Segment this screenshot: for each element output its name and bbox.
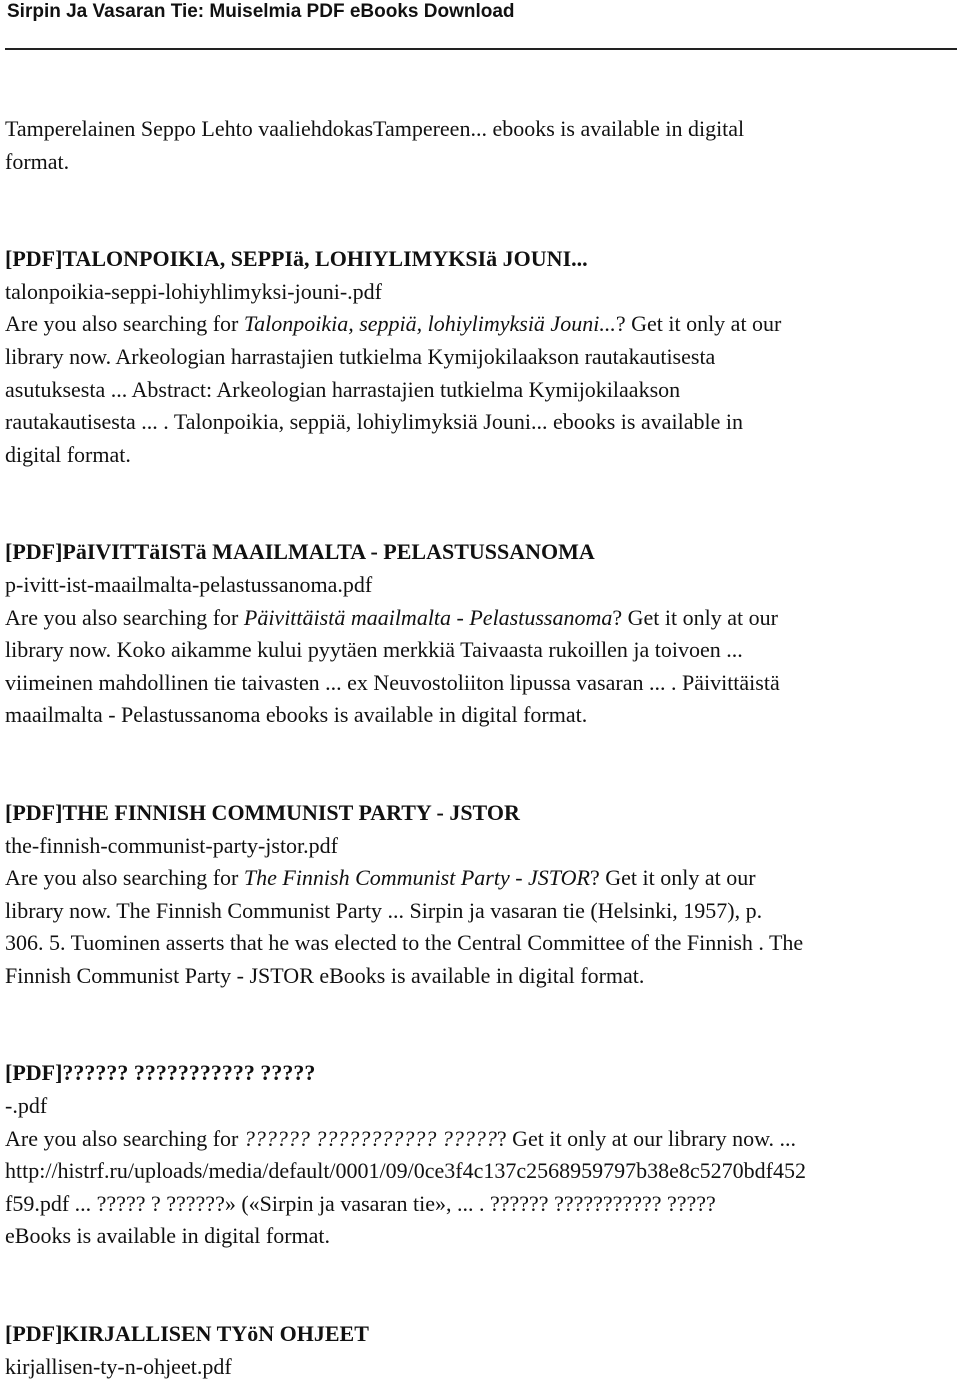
result-entry (5, 1057, 957, 1253)
result-line: library now. Arkeologian harrastajien tutkielma Kymijokilaakson rautakautisesta (5, 343, 716, 369)
search-query: ?????? ??????????? ????? (243, 1125, 497, 1151)
result-line: Finnish Communist Party - JSTOR eBooks is available in digital format. (5, 962, 645, 988)
search-line (5, 308, 957, 341)
page-header (5, 0, 957, 50)
result-entry (5, 797, 957, 993)
intro-paragraph (5, 113, 957, 178)
search-prefix: Are you also searching for (5, 311, 244, 337)
result-line: asutuksesta ... Abstract: Arkeologian harrastajien tutkielma Kymijokilaakson (5, 376, 681, 402)
result-entry (5, 536, 957, 732)
result-line: maailmalta - Pelastussanoma ebooks is available in digital format. (5, 702, 588, 728)
search-prefix: Are you also searching for (5, 865, 244, 891)
result-filename: -.pdf (5, 1093, 48, 1119)
result-line: library now. The Finnish Communist Party ... Sirpin ja vasaran tie (Helsinki, 1957), p. (5, 897, 763, 923)
intro-line: format. (5, 148, 70, 174)
result-title[interactable]: [PDF]KIRJALLISEN TYöN OHJEET (5, 1321, 369, 1347)
search-suffix: ? Get it only at our (615, 311, 782, 337)
result-line: rautakautisesta ... . Talonpoikia, seppiä, lohiylimyksiä Jouni... ebooks is available in (5, 409, 743, 435)
result-title[interactable]: [PDF]PäIVITTäISTä MAAILMALTA - PELASTUSSANOMA (5, 539, 595, 565)
result-line: digital format. (5, 441, 131, 467)
result-filename: talonpoikia-seppi-lohiyhlimyksi-jouni-.pdf (5, 278, 383, 304)
search-line (5, 862, 957, 895)
search-query: Talonpoikia, seppiä, lohiylimyksiä Jouni... (243, 311, 616, 337)
result-line: http://histrf.ru/uploads/media/default/0001/09/0ce3f4c137c2568959797b38e8c5270bdf452 (5, 1158, 807, 1184)
result-filename: kirjallisen-ty-n-ohjeet.pdf (5, 1353, 232, 1379)
result-title[interactable]: [PDF]?????? ??????????? ????? (5, 1060, 316, 1086)
search-line (5, 602, 957, 635)
document-body (5, 113, 957, 1383)
page-title: Sirpin Ja Vasaran Tie: Muiselmia PDF eBooks Download (7, 1, 515, 22)
search-suffix: ? Get it only at our library now. ... (496, 1125, 797, 1151)
search-query: Päivittäistä maailmalta - Pelastussanoma (243, 604, 613, 630)
search-suffix: ? Get it only at our (589, 865, 756, 891)
search-suffix: ? Get it only at our (612, 604, 778, 630)
result-title[interactable]: [PDF]THE FINNISH COMMUNIST PARTY - JSTOR (5, 799, 520, 825)
result-entry (5, 243, 957, 471)
search-prefix: Are you also searching for (5, 604, 244, 630)
search-prefix: Are you also searching for (5, 1125, 244, 1151)
result-line: viimeinen mahdollinen tie taivasten ... ex Neuvostoliiton lipussa vasaran ... . Päivittäistä (5, 669, 780, 695)
search-line (5, 1123, 957, 1156)
search-query: The Finnish Communist Party - JSTOR (243, 865, 590, 891)
result-line: 306. 5. Tuominen asserts that he was elected to the Central Committee of the Finnish . The (5, 930, 804, 956)
result-line: f59.pdf ... ????? ? ??????» («Sirpin ja vasaran tie», ... . ?????? ??????????? ????? (5, 1190, 716, 1216)
result-line: library now. Koko aikamme kului pyytäen merkkiä Taivaasta rukoillen ja toivoen ... (5, 637, 743, 663)
intro-line: Tamperelainen Seppo Lehto vaaliehdokasTampereen... ebooks is available in digital (5, 116, 745, 141)
result-title[interactable]: [PDF]TALONPOIKIA, SEPPIä, LOHIYLIMYKSIä JOUNI... (5, 246, 588, 272)
result-line: eBooks is available in digital format. (5, 1223, 331, 1249)
result-filename: p-ivitt-ist-maailmalta-pelastussanoma.pdf (5, 571, 373, 597)
result-entry (5, 1318, 957, 1383)
result-filename: the-finnish-communist-party-jstor.pdf (5, 832, 338, 858)
